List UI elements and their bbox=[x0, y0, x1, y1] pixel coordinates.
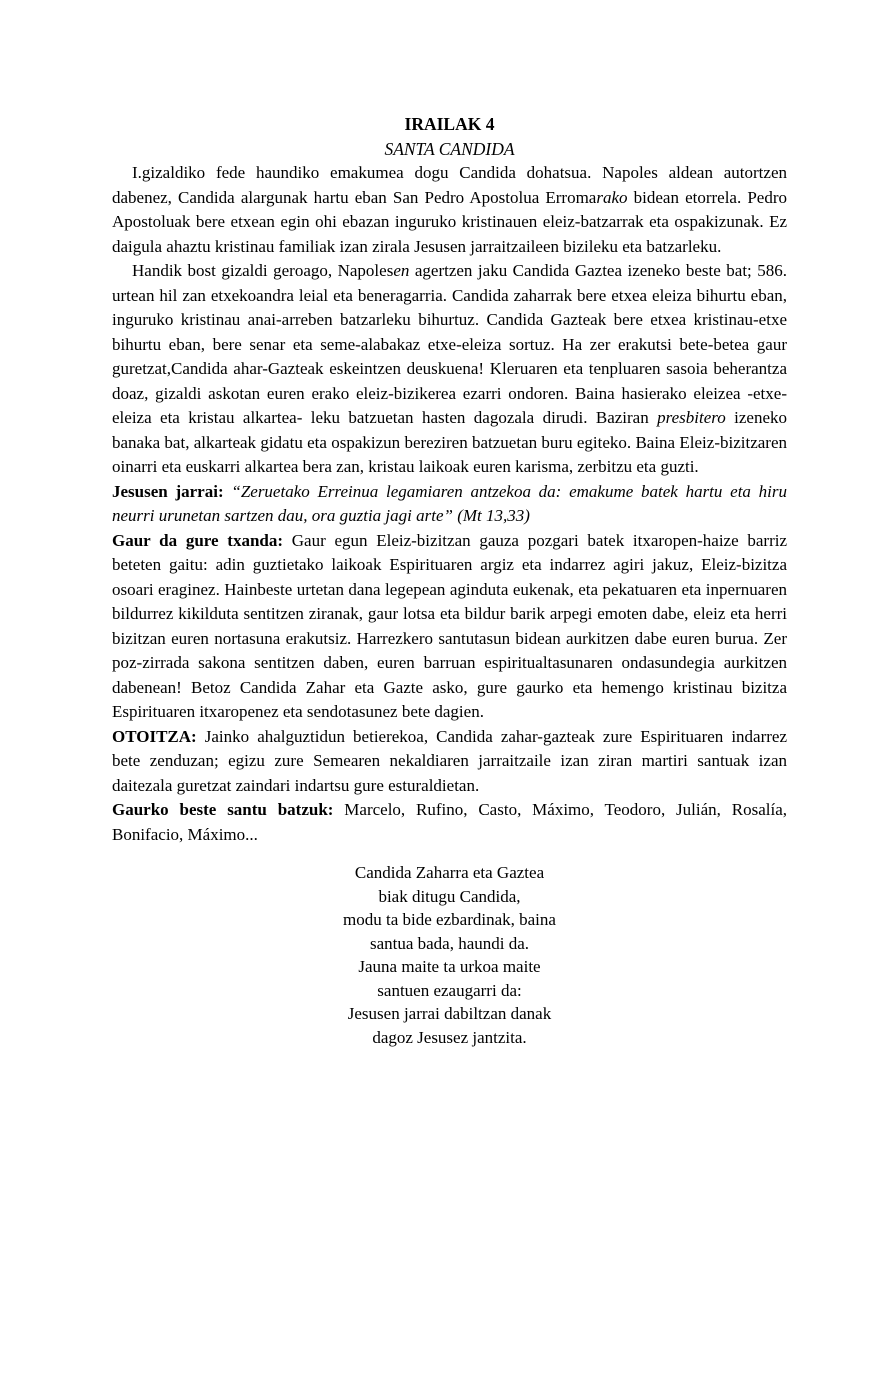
text-run: agertzen jaku Candida Gaztea izeneko beste bat; 586. urtean hil zan etxekoandra leial eta beneragarria. Candida zaharrak bere etxea eleiza bihurtu eban, inguruko kristinau anai-arreben batzarleku bihurtuz. Candida Gazteak bere etxea kristinau-etxe bihurtu eban, bere senar eta seme-alabakaz etxe-eleiza sortuz. Ha zer erakutsi bete-betea gaur guretzat,Candida ahar-Gazteak eskeintzen deuskuena! Kleruaren eta tenpluaren sasoia beherantza doaz, gizaldi askotan euren erako eleiz-bizikerea ezarri ondoren. Baina hasierako eleizea -etxe-eleiza eta kristau alkartea- leku batzuetan hasten dagozala dirudi. Baziran bbox=[112, 261, 788, 427]
section-label-gaur-da-gure-txanda: Gaur da gure txanda: bbox=[112, 530, 284, 550]
section-text-otoitza: Jainko ahalguztidun betierekoa, Candida zahar-gazteak zure Espirituaren indarrez bete zenduzan; egizu zure Semearen nekaldiaren jarraitzaile izan ziran martiri santuak izan daitezala guretzat zaindari indartsu gure esturaldietan. bbox=[112, 726, 788, 795]
poem-line: modu ta bide ezbardinak, baina bbox=[343, 910, 556, 929]
section-gaur-da-gure-txanda bbox=[112, 529, 787, 725]
poem bbox=[112, 861, 787, 1049]
text-run: Handik bost gizaldi geroago, Napoles bbox=[132, 261, 394, 280]
paragraph-intro bbox=[112, 161, 787, 259]
section-text-gaurko-beste-santu-batzuk: Marcelo, Rufino, Casto, Máximo, Teodoro, Julián, Rosalía, Bonifacio, Máximo... bbox=[112, 800, 787, 844]
poem-line: biak ditugu Candida, bbox=[378, 886, 521, 906]
text-run: I.gizaldiko fede haundiko emakumea dogu Candida dohatsua. Napoles aldean autortzen dabenez, Candida alargunak hartu eban San Pedro Apostolua Erroma bbox=[112, 163, 787, 207]
poem-line: dagoz Jesusez jantzita. bbox=[372, 1027, 527, 1047]
section-otoitza bbox=[112, 725, 787, 799]
text-run: bidean etorrela. Pedro Apostoluak bere etxean egin ohi ebazan inguruko kristinauen eleiz-batzarrak eta ospakizunak. Ez daigula ahaztu kristinau familiak izan zirala Jesusen jarraitzaileen bizileku eta batzarleku. bbox=[112, 187, 787, 256]
section-gaurko-beste-santu-batzuk bbox=[112, 798, 787, 847]
section-label-gaurko-beste-santu-batzuk: Gaurko beste santu batzuk: bbox=[112, 800, 334, 819]
poem-line: Jauna maite ta urkoa maite bbox=[358, 957, 541, 976]
page-title: IRAILAK 4 bbox=[404, 114, 495, 134]
section-text-gaur-da-gure-txanda: Gaur egun Eleiz-bizitzan gauza pozgari batek itxaropen-haize barriz beteten gaitu: adin guztietako laikoak Espirituaren argiz eta indarrez agiri jakuz, Eleiz-bizitza osoari eraginez. Hainbeste urtetan dana legepean aginduta eukenak, eta pekatuaren eta inpernuaren bildurrez kikilduta sentitzen ziranak, gaur lotsa eta bildur barik arpegi emoten dabe, eleiz eta herri bizitzan euren nortasuna erakutsiz. Harrezkero santutasun bidean aurkitzen dabe euren burua. Zer poz-zirrada sakona sentitzen daben, euren barruan espiritualtasunaren ondasundegia aurkitzen dabenean! Betoz Candida Zahar eta Gazte asko, gure gaurko eta hemengo kristinau bizitza Espirituaren itxaropenez eta sendotasunez bete dagien. bbox=[112, 530, 788, 721]
paragraph-history bbox=[112, 259, 787, 480]
section-label-jesusen-jarrai: Jesusen jarrai: bbox=[112, 481, 224, 501]
text-run-italic: en bbox=[393, 261, 410, 280]
section-jesusen-jarrai bbox=[112, 480, 787, 529]
page-subtitle: SANTA CANDIDA bbox=[384, 138, 515, 159]
poem-line: santuen ezaugarri da: bbox=[377, 980, 522, 1000]
text-run: izeneko banaka bat, alkarteak gidatu eta ospakizun bereziren batzuetan buru egiteko. Baina Eleiz-bizitzaren oinarri eta euskarri alkartea bera zan, kristau laikoak euren karisma, zerbitzu eta guzti. bbox=[112, 408, 788, 476]
text-run-italic: presbitero bbox=[657, 408, 726, 427]
scripture-quote: “Zeruetako Erreinua legamiaren antzekoa da: emakume batek hartu eta hiru neurri urunetan sartzen dau, ora guztia jagi arte” (Mt 13,33) bbox=[112, 481, 787, 525]
section-label-otoitza: OTOITZA: bbox=[112, 726, 197, 746]
poem-line: santua bada, haundi da. bbox=[369, 933, 530, 953]
text-run-italic: rako bbox=[596, 187, 628, 207]
poem-line: Candida Zaharra eta Gaztea bbox=[354, 863, 545, 882]
poem-line: Jesusen jarrai dabiltzan danak bbox=[347, 1004, 552, 1023]
